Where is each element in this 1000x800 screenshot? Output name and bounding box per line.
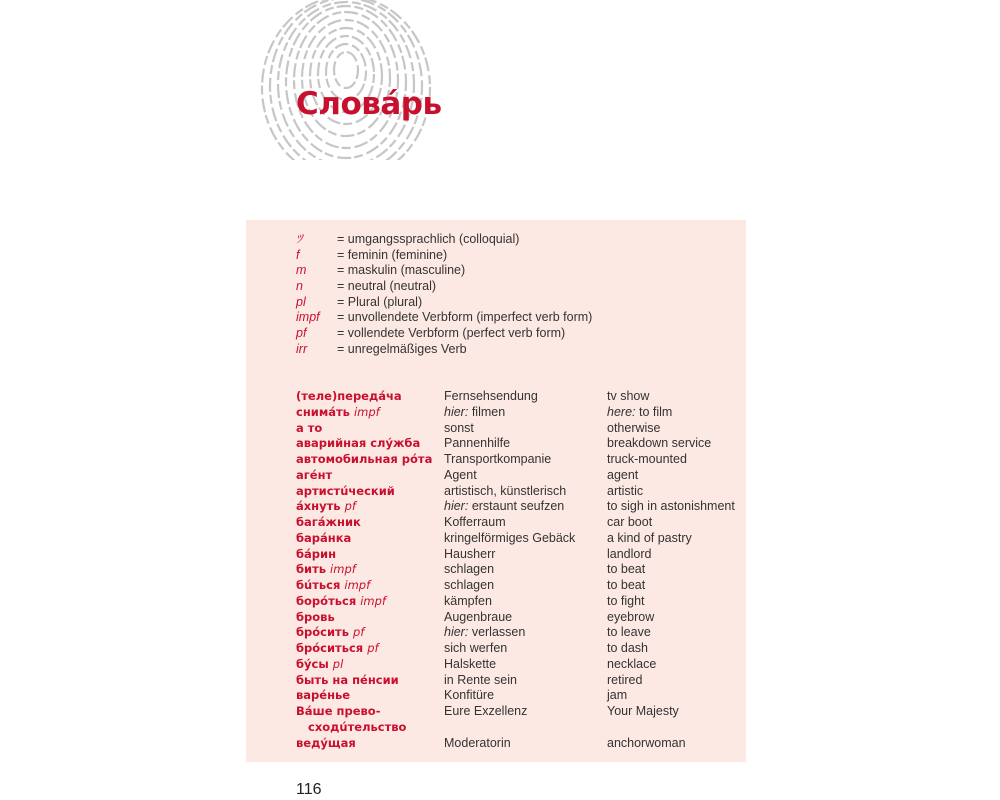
german-word: erstaunt seufzen xyxy=(471,499,565,514)
english-word: retired xyxy=(607,672,643,687)
russian-term xyxy=(296,547,444,563)
vocab-entry xyxy=(296,436,757,452)
german-translation xyxy=(444,531,607,547)
vocab-entry xyxy=(296,421,757,437)
english-translation xyxy=(607,673,757,689)
english-note: here: xyxy=(607,404,636,419)
abbreviation-row xyxy=(296,326,592,342)
german-word: Transportkompanie xyxy=(444,452,552,466)
russian-word: варéнье xyxy=(296,688,351,703)
abbreviation-key: impf xyxy=(296,310,320,325)
russian-term xyxy=(296,405,444,421)
russian-word: брóсить xyxy=(296,625,349,640)
german-word: schlagen xyxy=(444,578,495,592)
english-word: tv show xyxy=(607,389,650,403)
abbreviation-row xyxy=(296,310,592,326)
english-word: to fight xyxy=(607,593,645,608)
german-translation xyxy=(444,594,607,610)
german-translation xyxy=(444,657,607,673)
russian-word: бúться xyxy=(296,578,341,592)
vocab-entry xyxy=(296,452,757,468)
english-word: to leave xyxy=(607,625,651,640)
german-translation xyxy=(444,562,607,578)
german-word: sonst xyxy=(444,420,474,435)
abbreviation-value: = unvollendete Verbform (imperfect verb form) xyxy=(337,310,593,325)
german-note: hier: xyxy=(444,625,469,640)
russian-word: бить xyxy=(296,562,327,577)
vocab-entry xyxy=(296,547,757,563)
abbreviation-row xyxy=(296,295,592,311)
english-word: necklace xyxy=(607,656,657,671)
russian-word: Вáше прево- xyxy=(296,704,381,718)
russian-word: бýсы xyxy=(296,656,329,671)
english-translation xyxy=(607,610,757,626)
russian-term xyxy=(296,421,444,437)
russian-term xyxy=(296,515,444,531)
russian-word: агéнт xyxy=(296,467,333,482)
english-word: agent xyxy=(607,467,639,482)
vocab-entry xyxy=(296,468,757,484)
grammar-tag: impf xyxy=(360,593,386,608)
russian-term xyxy=(296,484,444,500)
german-translation xyxy=(444,673,607,689)
vocab-entry xyxy=(296,515,757,531)
german-translation xyxy=(444,515,607,531)
russian-word: (теле)передáча xyxy=(296,389,402,403)
vocab-entry xyxy=(296,499,757,515)
german-word: artistisch, künstlerisch xyxy=(444,483,567,498)
russian-word: а то xyxy=(296,420,323,435)
russian-term xyxy=(296,704,444,736)
russian-term xyxy=(296,594,444,610)
german-translation xyxy=(444,610,607,626)
german-translation xyxy=(444,484,607,500)
german-word: sich werfen xyxy=(444,641,508,655)
russian-term xyxy=(296,736,444,752)
russian-term xyxy=(296,468,444,484)
abbreviation-value: = maskulin (masculine) xyxy=(337,263,466,278)
russian-term xyxy=(296,673,444,689)
english-word: otherwise xyxy=(607,420,661,435)
english-translation xyxy=(607,594,757,610)
abbreviation-value: = unregelmäßiges Verb xyxy=(337,341,467,356)
abbreviation-row xyxy=(296,248,592,264)
page-title: Словáрь xyxy=(296,86,442,122)
german-word: kämpfen xyxy=(444,593,492,608)
abbreviation-key: f xyxy=(296,247,300,262)
vocab-entry xyxy=(296,688,757,704)
german-word: verlassen xyxy=(471,625,526,640)
german-word: Moderatorin xyxy=(444,735,511,750)
russian-term xyxy=(296,578,444,594)
grammar-tag: pf xyxy=(367,641,379,655)
abbreviation-key: n xyxy=(296,279,303,294)
russian-word: аварийная слýжба xyxy=(296,436,421,451)
german-word: Halskette xyxy=(444,656,497,671)
english-translation xyxy=(607,436,757,452)
english-word: anchorwoman xyxy=(607,735,686,750)
german-translation xyxy=(444,389,607,405)
german-translation xyxy=(444,468,607,484)
german-word: Pannenhilfe xyxy=(444,436,511,451)
grammar-tag: pl xyxy=(332,656,344,671)
russian-word: барáнка xyxy=(296,530,352,545)
german-translation xyxy=(444,405,607,421)
vocabulary-table xyxy=(296,389,757,751)
english-word: a kind of pastry xyxy=(607,530,692,545)
russian-word: ведýщая xyxy=(296,735,356,750)
vocab-entry xyxy=(296,578,757,594)
english-translation xyxy=(607,547,757,563)
english-word: to beat xyxy=(607,578,646,592)
english-word: artistic xyxy=(607,483,644,498)
english-word: to beat xyxy=(607,562,646,577)
german-translation xyxy=(444,499,607,515)
vocab-entry xyxy=(296,625,757,641)
grammar-tag: impf xyxy=(344,578,371,592)
vocab-entry xyxy=(296,673,757,689)
english-word: landlord xyxy=(607,546,652,561)
english-word: car boot xyxy=(607,515,653,529)
grammar-tag: impf xyxy=(353,404,380,419)
german-translation xyxy=(444,578,607,594)
abbreviation-key: m xyxy=(296,263,307,278)
english-word: to dash xyxy=(607,641,649,655)
english-word: Your Majesty xyxy=(607,704,679,718)
english-translation xyxy=(607,578,757,594)
english-translation xyxy=(607,657,757,673)
german-word: Agent xyxy=(444,467,477,482)
english-translation xyxy=(607,389,757,405)
abbreviation-row xyxy=(296,232,592,248)
russian-word: брóситься xyxy=(296,641,364,655)
vocab-entry xyxy=(296,610,757,626)
german-word: Hausherr xyxy=(444,546,496,561)
vocab-entry xyxy=(296,704,757,736)
russian-term xyxy=(296,625,444,641)
german-word: in Rente sein xyxy=(444,672,517,687)
abbreviation-key: irr xyxy=(296,341,308,356)
abbreviation-row xyxy=(296,279,592,295)
russian-term xyxy=(296,641,444,657)
russian-word-continuation: сходúтельство xyxy=(308,719,407,734)
english-translation xyxy=(607,484,757,500)
russian-word: бáрин xyxy=(296,546,337,561)
russian-word: автомобильная рóта xyxy=(296,452,433,466)
german-word: Kofferraum xyxy=(444,515,506,529)
russian-term xyxy=(296,688,444,704)
fingerprint-graphic xyxy=(246,0,436,160)
russian-term xyxy=(296,452,444,468)
russian-term xyxy=(296,436,444,452)
german-word: Fernsehsendung xyxy=(444,389,538,403)
english-translation xyxy=(607,641,757,657)
german-word: filmen xyxy=(471,404,506,419)
abbreviation-value: = Plural (plural) xyxy=(337,294,423,309)
abbreviation-row xyxy=(296,342,592,358)
english-translation xyxy=(607,421,757,437)
english-translation xyxy=(607,468,757,484)
abbreviation-list xyxy=(296,232,592,358)
english-word: to sigh in astonishment xyxy=(607,499,735,514)
russian-word: борóться xyxy=(296,593,357,608)
russian-word: áхнуть xyxy=(296,499,341,514)
russian-term xyxy=(296,657,444,673)
russian-term xyxy=(296,389,444,405)
english-translation xyxy=(607,736,757,752)
vocab-entry xyxy=(296,484,757,500)
vocab-entry xyxy=(296,531,757,547)
abbreviation-key: pl xyxy=(296,294,306,309)
english-word: breakdown service xyxy=(607,436,712,451)
english-translation xyxy=(607,499,757,515)
german-translation xyxy=(444,641,607,657)
german-translation xyxy=(444,421,607,437)
russian-term xyxy=(296,610,444,626)
german-translation xyxy=(444,688,607,704)
abbreviation-value: = umgangssprachlich (colloquial) xyxy=(337,232,520,246)
german-translation xyxy=(444,625,607,641)
vocab-entry xyxy=(296,562,757,578)
german-word: Eure Exzellenz xyxy=(444,704,528,718)
german-translation xyxy=(444,452,607,468)
vocab-entry xyxy=(296,405,757,421)
german-word: Augenbraue xyxy=(444,609,513,624)
russian-term xyxy=(296,562,444,578)
abbreviation-value: = neutral (neutral) xyxy=(337,279,437,294)
russian-word: быть на пéнсии xyxy=(296,672,399,687)
vocab-entry xyxy=(296,594,757,610)
german-translation xyxy=(444,436,607,452)
russian-word: бровь xyxy=(296,609,335,624)
english-translation xyxy=(607,452,757,468)
english-translation xyxy=(607,515,757,531)
russian-word: артистúческий xyxy=(296,483,395,498)
english-translation xyxy=(607,688,757,704)
english-translation xyxy=(607,704,757,736)
page-number: 116 xyxy=(296,781,322,798)
english-word: to film xyxy=(638,404,673,419)
abbreviation-value: = vollendete Verbform (perfect verb form) xyxy=(337,326,566,341)
english-word: truck-mounted xyxy=(607,452,687,466)
russian-word: снимáть xyxy=(296,404,350,419)
russian-word: багáжник xyxy=(296,515,361,529)
english-word: jam xyxy=(607,688,628,703)
abbreviation-value: = feminin (feminine) xyxy=(337,247,448,262)
german-word: schlagen xyxy=(444,562,495,577)
grammar-tag: pf xyxy=(353,625,365,640)
russian-term xyxy=(296,531,444,547)
vocab-entry xyxy=(296,389,757,405)
german-word: Konfitüre xyxy=(444,688,495,703)
english-word: eyebrow xyxy=(607,609,655,624)
german-translation xyxy=(444,547,607,563)
grammar-tag: impf xyxy=(330,562,356,577)
german-note: hier: xyxy=(444,499,469,514)
english-translation xyxy=(607,562,757,578)
german-translation xyxy=(444,736,607,752)
grammar-tag: pf xyxy=(344,499,356,514)
german-translation xyxy=(444,704,607,736)
vocab-entry xyxy=(296,641,757,657)
vocab-entry xyxy=(296,657,757,673)
abbreviation-key: ﾂ xyxy=(296,232,303,246)
english-translation xyxy=(607,625,757,641)
german-note: hier: xyxy=(444,404,469,419)
german-word: kringelförmiges Gebäck xyxy=(444,530,576,545)
abbreviation-row xyxy=(296,263,592,279)
english-translation xyxy=(607,405,757,421)
russian-term xyxy=(296,499,444,515)
vocab-entry xyxy=(296,736,757,752)
english-translation xyxy=(607,531,757,547)
abbreviation-key: pf xyxy=(296,326,307,341)
